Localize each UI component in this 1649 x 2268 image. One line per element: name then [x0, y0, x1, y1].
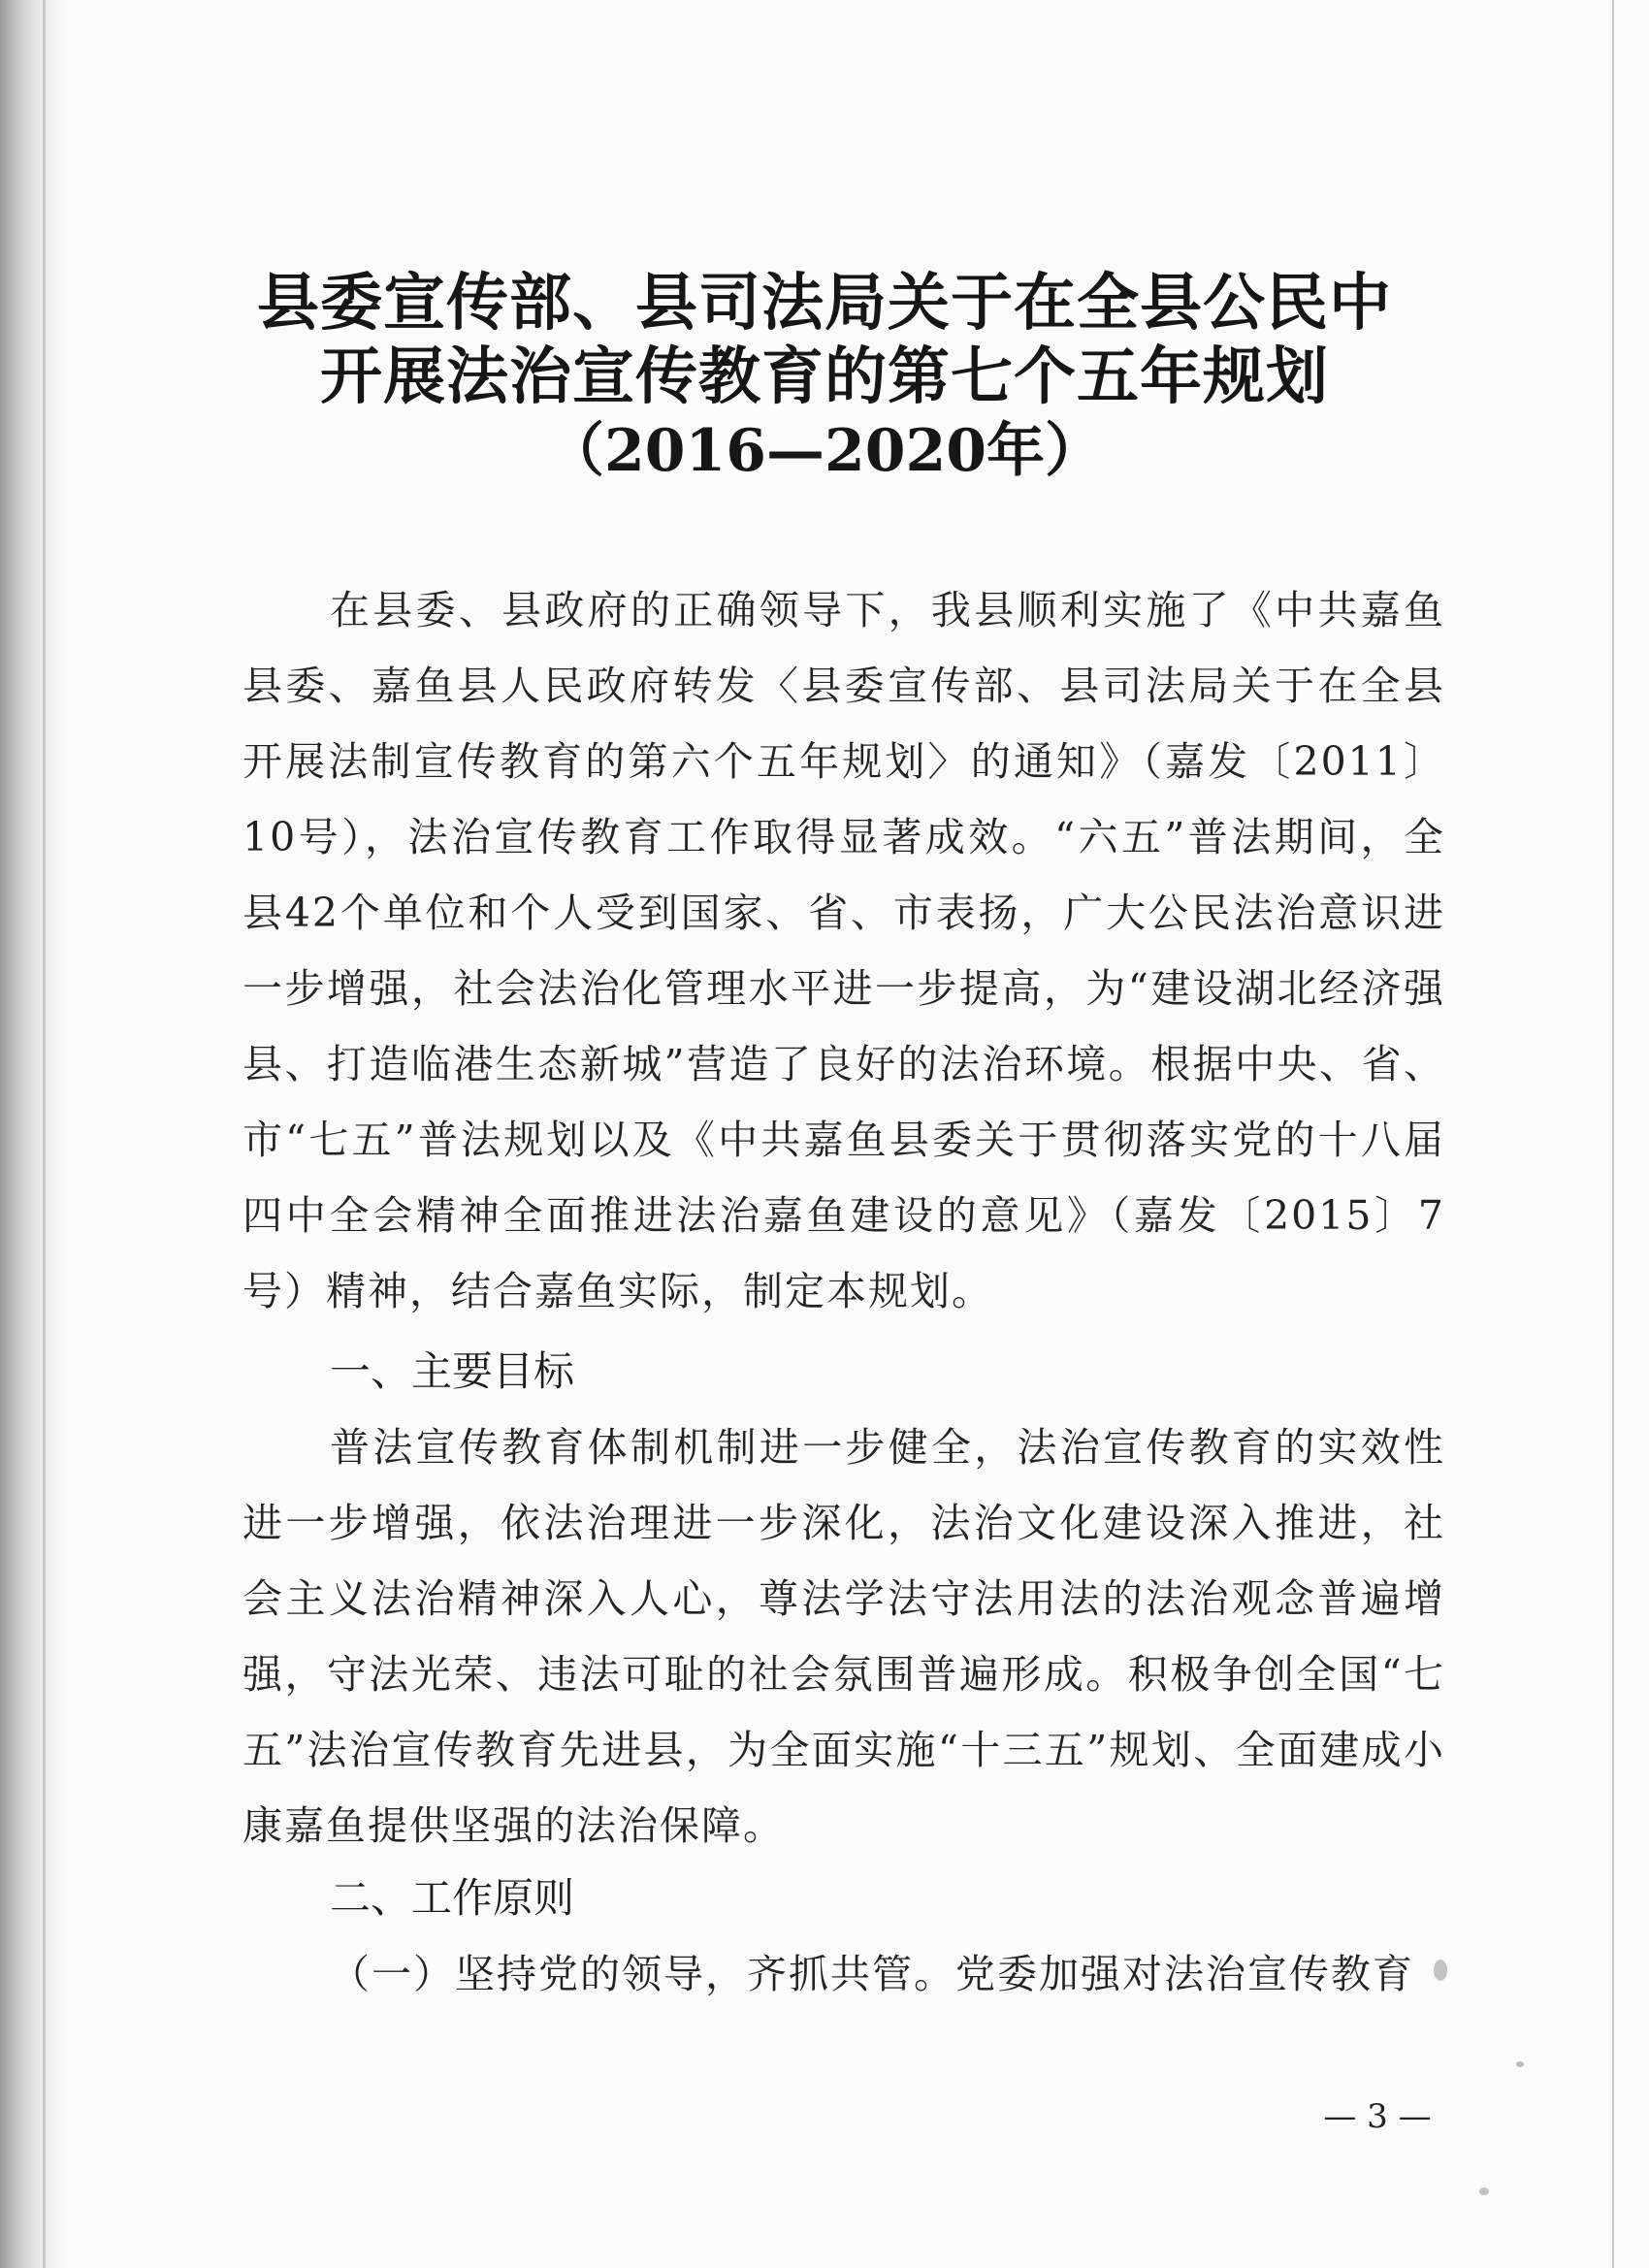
- section-heading-principles: 二、工作原则: [330, 1874, 575, 1922]
- page-number: — 3 —: [1323, 2097, 1432, 2136]
- title-years: （2016—2020年）: [546, 417, 1103, 485]
- scan-speck: [1516, 2061, 1524, 2067]
- scan-speck: [1434, 1960, 1447, 1981]
- title-line-2: 开展法治宣传教育的第七个五年规划: [320, 340, 1329, 413]
- scan-line: [43, 0, 46, 2268]
- document-title: [194, 267, 1455, 488]
- intro-paragraph: 在县委、县政府的正确领导下，我县顺利实施了《中共嘉鱼县委、嘉鱼县人民政府转发〈县委宣传部、县司法局关于在全县开展法制宣传教育的第六个五年规划〉的通知》（嘉发〔2011〕10号），法治宣传教育工作取得显著成效。“六五”普法期间，全县42个单位和个人受到国家、省、市表扬，广大公民法治意识进一步增强，社会法治化管理水平进一步提高，为“建设湖北经济强县、打造临港生态新城”营造了良好的法治环境。根据中央、省、市“七五”普法规划以及《中共嘉鱼县委关于贯彻落实党的十八届四中全会精神全面推进法治嘉鱼建设的意见》（嘉发〔2015〕7号）精神，结合嘉鱼实际，制定本规划。: [242, 587, 1445, 1314]
- scan-edge: [1612, 0, 1614, 2268]
- goals-paragraph: 普法宣传教育体制机制进一步健全，法治宣传教育的实效性进一步增强，依法治理进一步深化，法治文化建设深入推进，社会主义法治精神深入人心，尊法学法守法用法的法治观念普遍增强，守法光荣、违法可耻的社会氛围普遍形成。积极争创全国“七五”法治宣传教育先进县，为全面实施“十三五”规划、全面建成小康嘉鱼提供坚强的法治保障。: [242, 1424, 1445, 1849]
- title-line-1: 县委宣传部、县司法局关于在全县公民中: [257, 267, 1392, 340]
- scan-shadow: [0, 0, 68, 2268]
- section-heading-goals: 一、主要目标: [330, 1347, 575, 1395]
- scan-speck: [1479, 2187, 1489, 2195]
- principles-paragraph: （一）坚持党的领导，齐抓共管。党委加强对法治宣传教育: [330, 1951, 1414, 1997]
